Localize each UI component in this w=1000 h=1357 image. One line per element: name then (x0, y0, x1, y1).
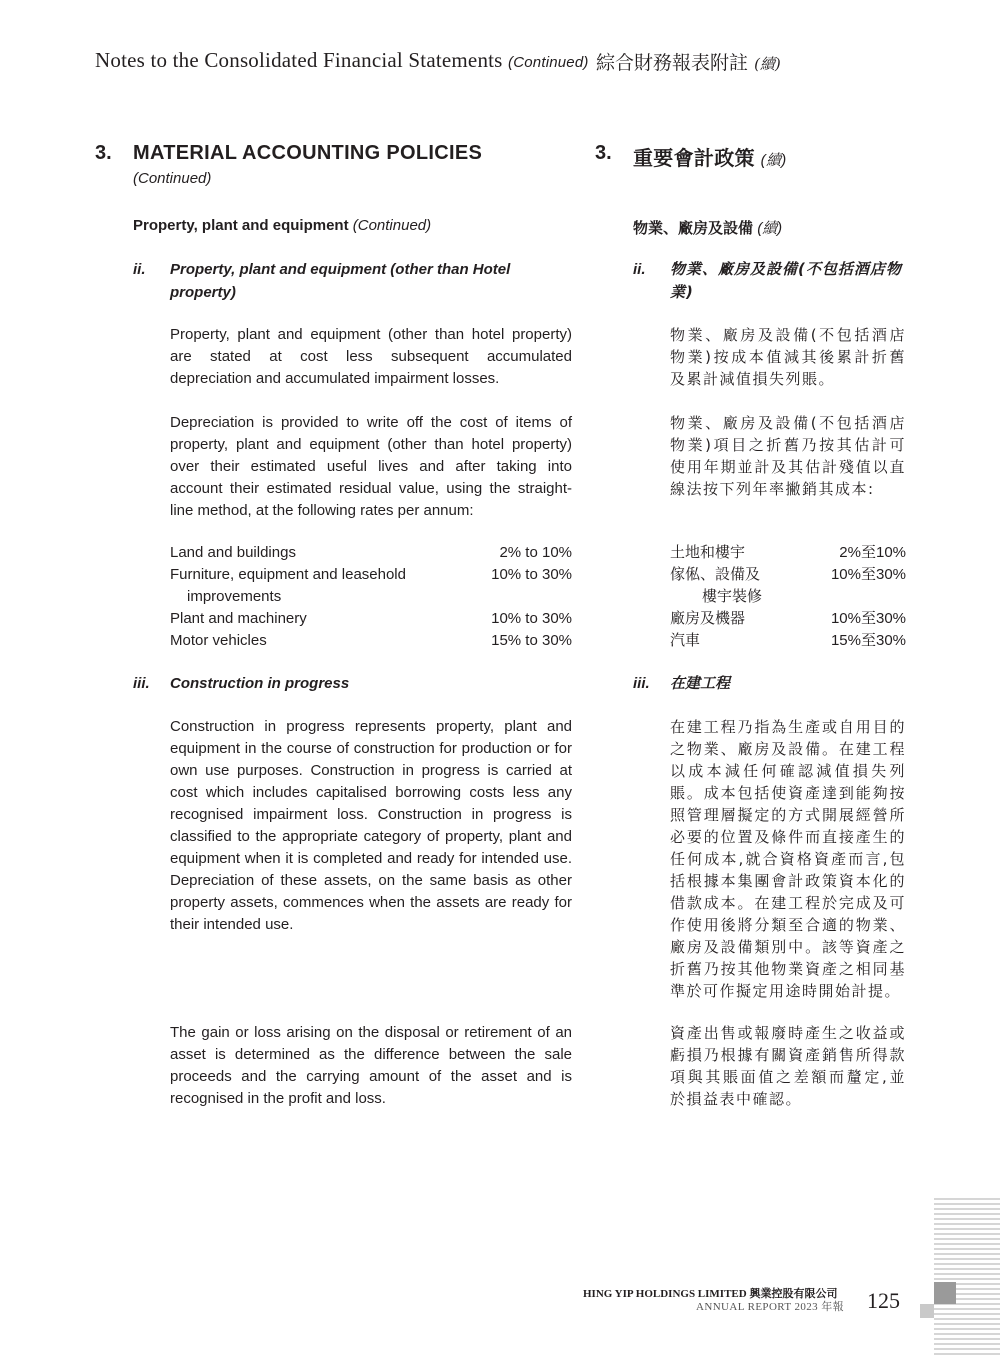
item-ii-title-zh: 物業、廠房及設備(不包括酒店物業) (670, 260, 902, 301)
section-title-en: MATERIAL ACCOUNTING POLICIES (133, 142, 483, 164)
item-ii-number-en: ii. (133, 261, 146, 278)
subsection-continued-zh: (續) (757, 220, 783, 237)
rate-value: 15% to 30% (491, 632, 572, 649)
item-ii-para2-zh: 物業、廠房及設備(不包括酒店物業)項目之折舊乃按其估計可使用年期並計及其估計殘值以直線法按下列年率撇銷其成本: (670, 414, 906, 498)
item-iii-para2-en: The gain or loss arising on the disposal or retirement of an asset is determined as the difference between the sale proceeds and the carrying amount of the asset and is recognised in the profit and loss. (170, 1024, 572, 1107)
subsection-title-en (133, 217, 431, 234)
header-title-en: Notes to the Consolidated Financial Statements (95, 48, 503, 72)
rate-row (170, 564, 572, 608)
rate-row (670, 564, 906, 608)
item-iii-title-zh: 在建工程 (670, 674, 731, 692)
item-ii-number-zh: ii. (633, 261, 646, 278)
decorative-stripes (934, 1198, 1000, 1357)
item-iii-para1-zh: 在建工程乃指為生產或自用目的之物業、廠房及設備。在建工程以成本減任何確認減值損失列賬。成本包括使資產達到能夠按照管理層擬定的方式開展經營所必要的位置及條件而直接產生的任何成本,就合資格資產而言,包括根據本集團會計政策資本化的借款成本。在建工程於完成及可作使用後將分類至合適的物業、廠房及設備類別中。該等資產之折舊乃按其他物業資產之相同基準於可作擬定用途時開始計提。 (670, 718, 906, 1000)
decorative-square (934, 1282, 956, 1304)
subsection-title-zh (633, 217, 782, 238)
rate-label-cont: 樓宇裝修 (702, 588, 763, 605)
rate-label: Motor vehicles (170, 632, 267, 649)
section-continued-zh: (續) (760, 152, 787, 169)
item-ii-para2-en: Depreciation is provided to write off the cost of items of property, plant and equipment (other than hotel property) over their estimated useful lives and after taking into account their estimated residual value, using the straight-line method, at the following rates per annum: (170, 414, 572, 519)
header-continued-en: (Continued) (508, 54, 589, 71)
section-number-en: 3. (95, 142, 112, 164)
decorative-square-small (920, 1304, 934, 1318)
footer-report: ANNUAL REPORT 2023 年報 (696, 1301, 844, 1313)
footer-company: HING YIP HOLDINGS LIMITED 興業控股有限公司 (583, 1288, 838, 1300)
running-header-zh (596, 48, 781, 75)
rate-value: 10%至30% (830, 566, 906, 583)
rate-value: 10% to 30% (491, 566, 572, 583)
rate-row (670, 542, 906, 564)
rate-label: Land and buildings (170, 544, 296, 561)
rate-value: 10% to 30% (491, 610, 572, 627)
item-ii-para1-en: Property, plant and equipment (other than hotel property) are stated at cost less subsequent accumulated depreciation and accumulated impairment losses. (170, 326, 572, 387)
rate-row (170, 608, 572, 630)
header-continued-zh: (續) (754, 55, 781, 73)
subsection-title-en-text: Property, plant and equipment (133, 217, 349, 234)
running-header-en (95, 48, 589, 73)
rate-label-cont: improvements (187, 588, 282, 605)
rate-label: 傢俬、設備及 (670, 566, 761, 583)
rate-value: 2% to 10% (499, 544, 572, 561)
header-title-zh: 綜合財務報表附註 (596, 52, 749, 74)
subsection-title-zh-text: 物業、廠房及設備 (633, 219, 754, 237)
rate-row (170, 630, 572, 652)
section-number-zh: 3. (595, 142, 612, 164)
page-number: 125 (867, 1288, 900, 1313)
item-iii-number-zh: iii. (633, 675, 650, 692)
item-iii-number-en: iii. (133, 675, 150, 692)
rate-row (670, 630, 906, 652)
item-iii-para1-en: Construction in progress represents property, plant and equipment in the course of construction for production or for own use purposes. Construction in progress is carried at cost which includes capitalised borrowing costs less any recognised impairment loss. Construction in progress is classified to the appropriate category of property, plant and equipment when it is completed and ready for intended use. Depreciation of these assets, on the same basis as other property assets, commences when the assets are ready for their intended use. (170, 718, 572, 933)
subsection-continued-en: (Continued) (352, 217, 432, 234)
rate-label: 廠房及機器 (670, 610, 746, 627)
rate-row (170, 542, 572, 564)
rate-value: 15%至30% (830, 632, 906, 649)
rate-label: 汽車 (670, 632, 701, 649)
item-iii-title-en: Construction in progress (170, 675, 350, 692)
rate-label: Furniture, equipment and leasehold (170, 566, 406, 583)
rate-label: 土地和樓宇 (670, 544, 746, 561)
rate-label: Plant and machinery (170, 610, 307, 627)
section-continued-en: (Continued) (133, 170, 212, 187)
item-ii-title-en: Property, plant and equipment (other than Hotel property) (170, 261, 511, 301)
rate-value: 2%至10% (839, 544, 906, 561)
item-iii-para2-zh: 資產出售或報廢時產生之收益或虧損乃根據有關資產銷售所得款項與其賬面值之差額而釐定,並於損益表中確認。 (670, 1024, 906, 1108)
section-title-zh (633, 142, 787, 171)
rate-row (670, 608, 906, 630)
section-title-zh-text: 重要會計政策 (633, 146, 755, 170)
item-ii-para1-zh: 物業、廠房及設備(不包括酒店物業)按成本值減其後累計折舊及累計減值損失列賬。 (670, 326, 906, 388)
rate-value: 10%至30% (830, 610, 906, 627)
